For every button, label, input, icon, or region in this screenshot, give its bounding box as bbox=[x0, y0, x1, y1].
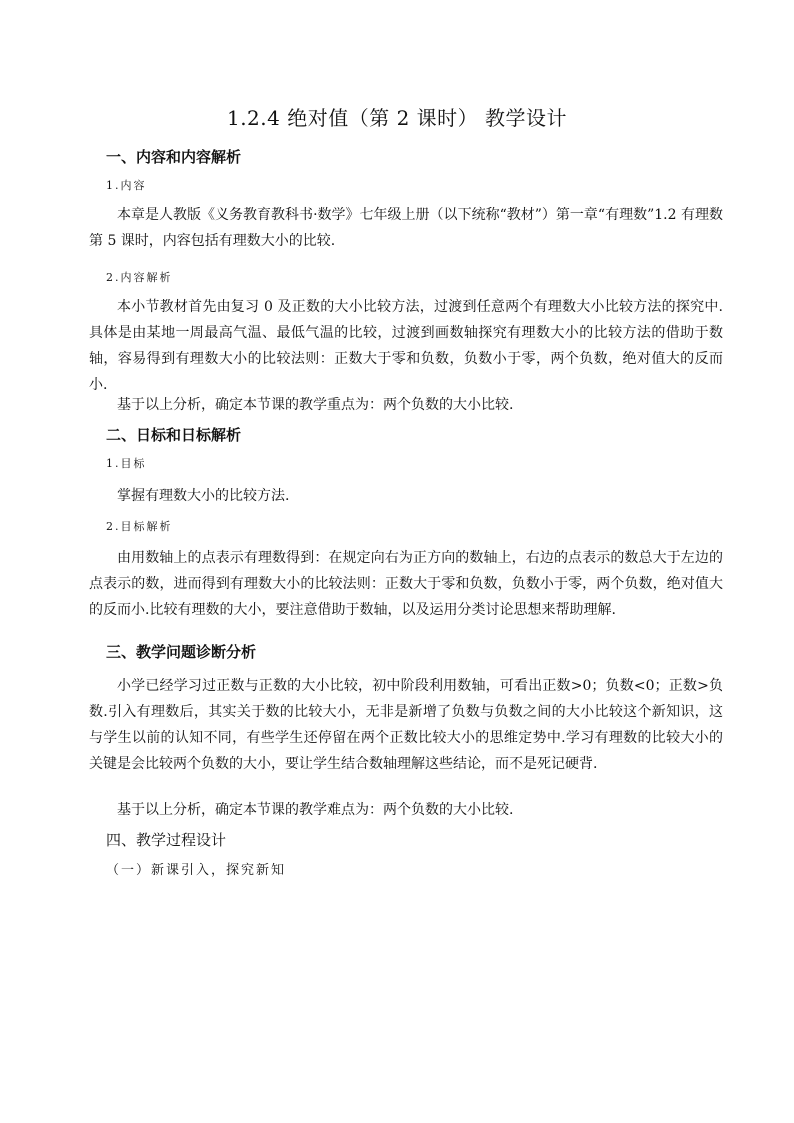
section-3-paragraph-2: 基于以上分析，确定本节课的教学难点为：两个负数的大小比较. bbox=[117, 802, 514, 818]
section-2-sub-2: 2.目标解析 bbox=[106, 520, 173, 533]
section-1-paragraph-1: 本章是人教版《义务教育教科书·数学》七年级上册（以下统称“教材”）第一章“有理数”1.2 有理数第 5 课时，内容包括有理数大小的比较. bbox=[89, 207, 723, 249]
section-1-paragraph-3: 基于以上分析，确定本节课的教学重点为：两个负数的大小比较. bbox=[117, 397, 514, 413]
document-title: 1.2.4 绝对值（第 2 课时） 教学设计 bbox=[226, 106, 568, 130]
section-4-heading: 四、教学过程设计 bbox=[106, 831, 227, 849]
section-4-sub-1: （一）新课引入，探究新知 bbox=[106, 863, 287, 878]
section-1-heading: 一、内容和内容解析 bbox=[106, 148, 242, 166]
section-1-sub-1: 1.内容 bbox=[106, 179, 147, 192]
section-2-heading: 二、日标和日标解析 bbox=[106, 426, 242, 444]
section-1-paragraph-2: 本小节教材首先由复习 0 及正数的大小比较方法，过渡到任意两个有理数大小比较方法的探究中.具体是由某地一周最高气温、最低气温的比较，过渡到画数轴探究有理数大小的比较方法的借助于数轴，容易得到有理数大小的比较法则：正数大于零和负数，负数小于零，两个负数，绝对值大的反而小. bbox=[89, 299, 723, 393]
section-3-heading: 三、教学问题诊断分析 bbox=[106, 643, 257, 661]
section-2-paragraph-2: 由用数轴上的点表示有理数得到：在规定向右为正方向的数轴上，右边的点表示的数总大于左边的点表示的数，进而得到有理数大小的比较法则：正数大于零和负数，负数小于零，两个负数，绝对值大的反而小.比较有理数的大小，要注意借助于数轴，以及运用分类讨论思想来帮助理解. bbox=[89, 550, 723, 618]
section-2-sub-1: 1.目标 bbox=[106, 457, 147, 470]
section-3-paragraph-1: 小学已经学习过正数与正数的大小比较，初中阶段利用数轴，可看出正数>0；负数<0；正数>负数.引入有理数后，其实关于数的比较大小，无非是新增了负数与负数之间的大小比较这个新知识，这与学生以前的认知不同，有些学生还停留在两个正数比较大小的思维定势中.学习有理数的比较大小的关键是会比较两个负数的大小，要让学生结合数轴理解这些结论，而不是死记硬背. bbox=[89, 678, 723, 772]
section-1-sub-2: 2.内容解析 bbox=[106, 271, 173, 284]
section-2-paragraph-1: 掌握有理数大小的比较方法. bbox=[117, 488, 290, 504]
